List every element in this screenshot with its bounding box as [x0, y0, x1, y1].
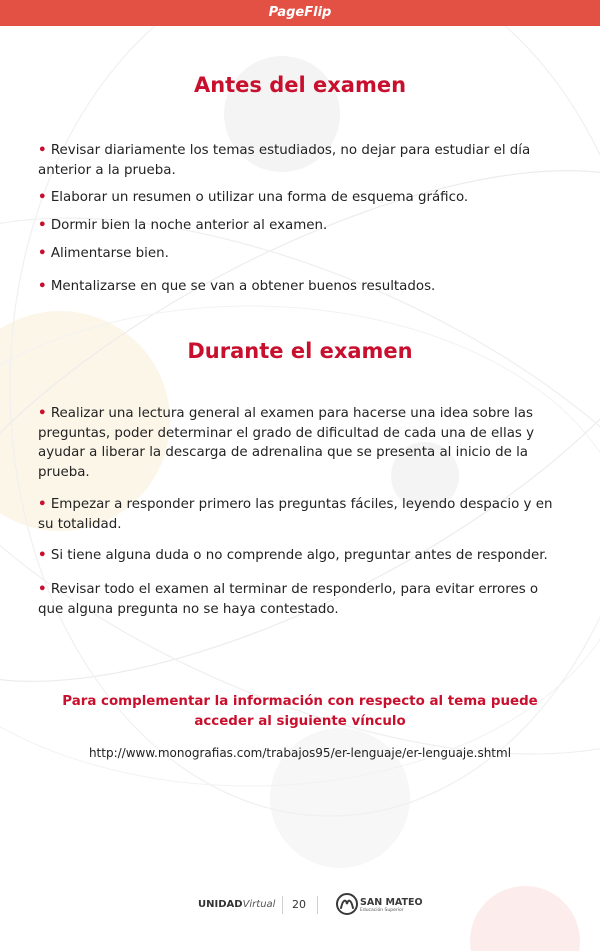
- list-item: • Si tiene alguna duda o no comprende algo, preguntar antes de responder.: [38, 548, 548, 563]
- bullet-icon: •: [38, 548, 47, 563]
- bullet-icon: •: [38, 497, 47, 512]
- bullet-icon: •: [38, 246, 47, 261]
- resource-callout: [60, 692, 540, 732]
- page-number: 20: [292, 898, 306, 911]
- bullet-icon: •: [38, 218, 47, 233]
- resource-link[interactable]: http://www.monografias.com/trabajos95/er-lenguaje/er-lenguaje.shtml: [88, 746, 512, 760]
- footer-divider: [282, 896, 283, 914]
- list-item: • Mentalizarse en que se van a obtener buenos resultados.: [38, 279, 436, 294]
- footer-divider: [317, 896, 318, 914]
- list-item: • Empezar a responder primero las preguntas fáciles, leyendo despacio y en su totalidad.: [38, 497, 553, 532]
- section-title-antes: Antes del examen: [193, 73, 407, 97]
- bullet-icon: •: [38, 143, 47, 158]
- san-mateo-logo-icon: [336, 893, 358, 915]
- list-item: • Elaborar un resumen o utilizar una forma de esquema gráfico.: [38, 190, 469, 205]
- list-item: • Revisar diariamente los temas estudiados, no dejar para estudiar el día anterior a la prueba.: [38, 143, 531, 178]
- bullet-icon: •: [38, 190, 47, 205]
- san-mateo-subtitle: Educación Superior: [360, 908, 404, 913]
- callout-line-1: Para complementar la información con respecto al tema puede: [62, 694, 538, 709]
- list-item: • Alimentarse bien.: [38, 246, 169, 261]
- bullet-icon: •: [38, 279, 47, 294]
- callout-line-2: acceder al siguiente vínculo: [194, 714, 406, 729]
- page-footer: [0, 893, 600, 919]
- bullet-icon: •: [38, 406, 47, 421]
- san-mateo-name: SAN MATEO: [360, 897, 423, 908]
- bullet-icon: •: [38, 582, 47, 597]
- unidad-virtual-logo: UNIDADVirtual: [198, 899, 276, 910]
- section-title-durante: Durante el examen: [187, 339, 413, 363]
- list-item: • Realizar una lectura general al examen para hacerse una idea sobre las preguntas, poder determinar el grado de dificultad de cada una de ellas y ayudar a liberar la descarga de adrenalina que se presenta al inicio de la prueba.: [38, 406, 535, 480]
- list-item: • Revisar todo el examen al terminar de responderlo, para evitar errores o que alguna pregunta no se haya contestado.: [38, 582, 539, 617]
- app-title-bar: [0, 0, 600, 26]
- list-item: • Dormir bien la noche anterior al examen.: [38, 218, 328, 233]
- app-title: PageFlip: [268, 5, 332, 20]
